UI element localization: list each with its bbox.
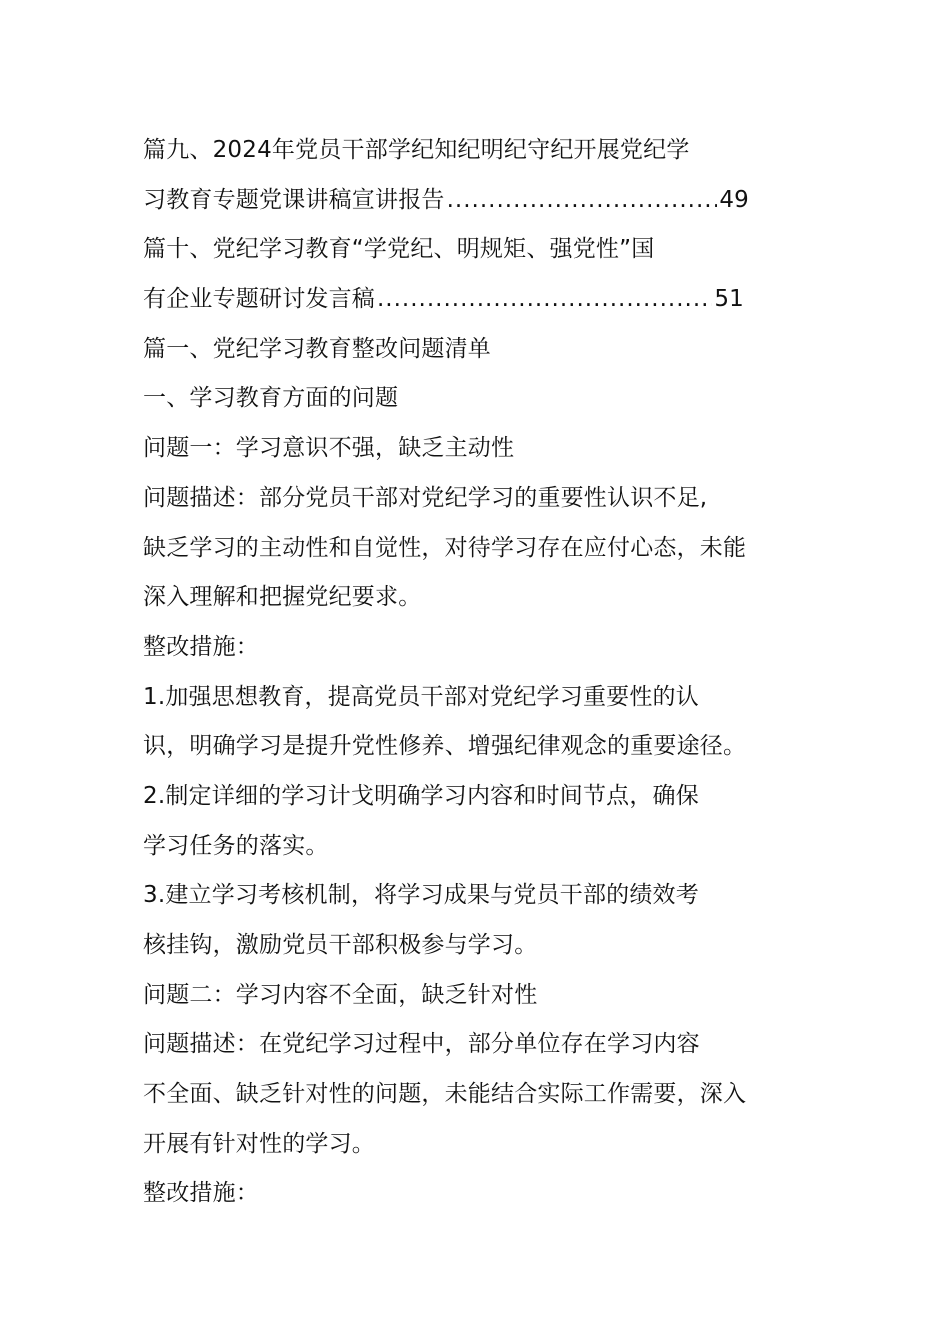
measure-2-line1: 2.制定详细的学习计戈明确学习内容和时间节点，确保 [143,782,699,809]
measure-2-line2: 学习任务的落实。 [143,832,329,859]
problem1-desc-line: 问题描述：部分党员干部对党纪学习的重要性认识不足, [143,484,708,511]
measure-1-line2: 识，明确学习是提升党性修养、增强纪律观念的重要途径。 [143,733,747,760]
toc-leader-dots [377,275,712,325]
problem2-desc-line: 开展有针对性的学习。 [143,1130,375,1157]
problem1-desc-line: 缺乏学习的主动性和自觉性，对待学习存在应付心态，未能 [143,534,747,561]
measure-3-line1: 3.建立学习考核机制，将学习成果与党员干部的绩效考 [143,882,699,909]
problem2-desc-line: 问题描述：在党纪学习过程中，部分单位存在学习内容 [143,1031,700,1058]
problem1-desc-line: 深入理解和把握党纪要求。 [143,584,422,611]
problem1-measures-label: 整改措施： [143,633,259,660]
toc-entry-10-page: 51 [714,286,744,313]
problem2-title: 问题二：学习内容不全面，缺乏针对性 [143,981,538,1008]
toc-entry-10-line2[interactable] [143,275,744,325]
toc-entry-9-text: 习教育专题党课讲稿宣讲报告 [143,186,445,213]
toc-entry-9-page: 49 [719,186,749,213]
chapter-title: 篇一、党纪学习教育整改问题清单 [143,335,491,362]
document-page [143,126,783,1219]
toc-entry-10-text: 有企业专题研讨发言稿 [143,286,375,313]
problem2-measures-label: 整改措施： [143,1180,259,1207]
toc-leader-dots [447,176,718,226]
section-title: 一、学习教育方面的问题 [143,385,399,412]
measure-1-line1: 1.加强思想教育，提高党员干部对党纪学习重要性的认 [143,683,699,710]
toc-entry-9-line1: 篇九、2024年党员干部学纪知纪明纪守纪开展党纪学 [143,137,690,163]
measure-3-line2: 核挂钩，激励党员干部积极参与学习。 [143,932,538,958]
toc-entry-10-line1: 篇十、党纪学习教育“学党纪、明规矩、强党性”国 [143,236,655,263]
problem1-title: 问题一：学习意识不强，缺乏主动性 [143,435,515,462]
problem2-desc-line: 不全面、缺乏针对性的问题，未能结合实际工作需要，深入 [143,1081,747,1108]
toc-entry-9-line2[interactable] [143,176,749,226]
